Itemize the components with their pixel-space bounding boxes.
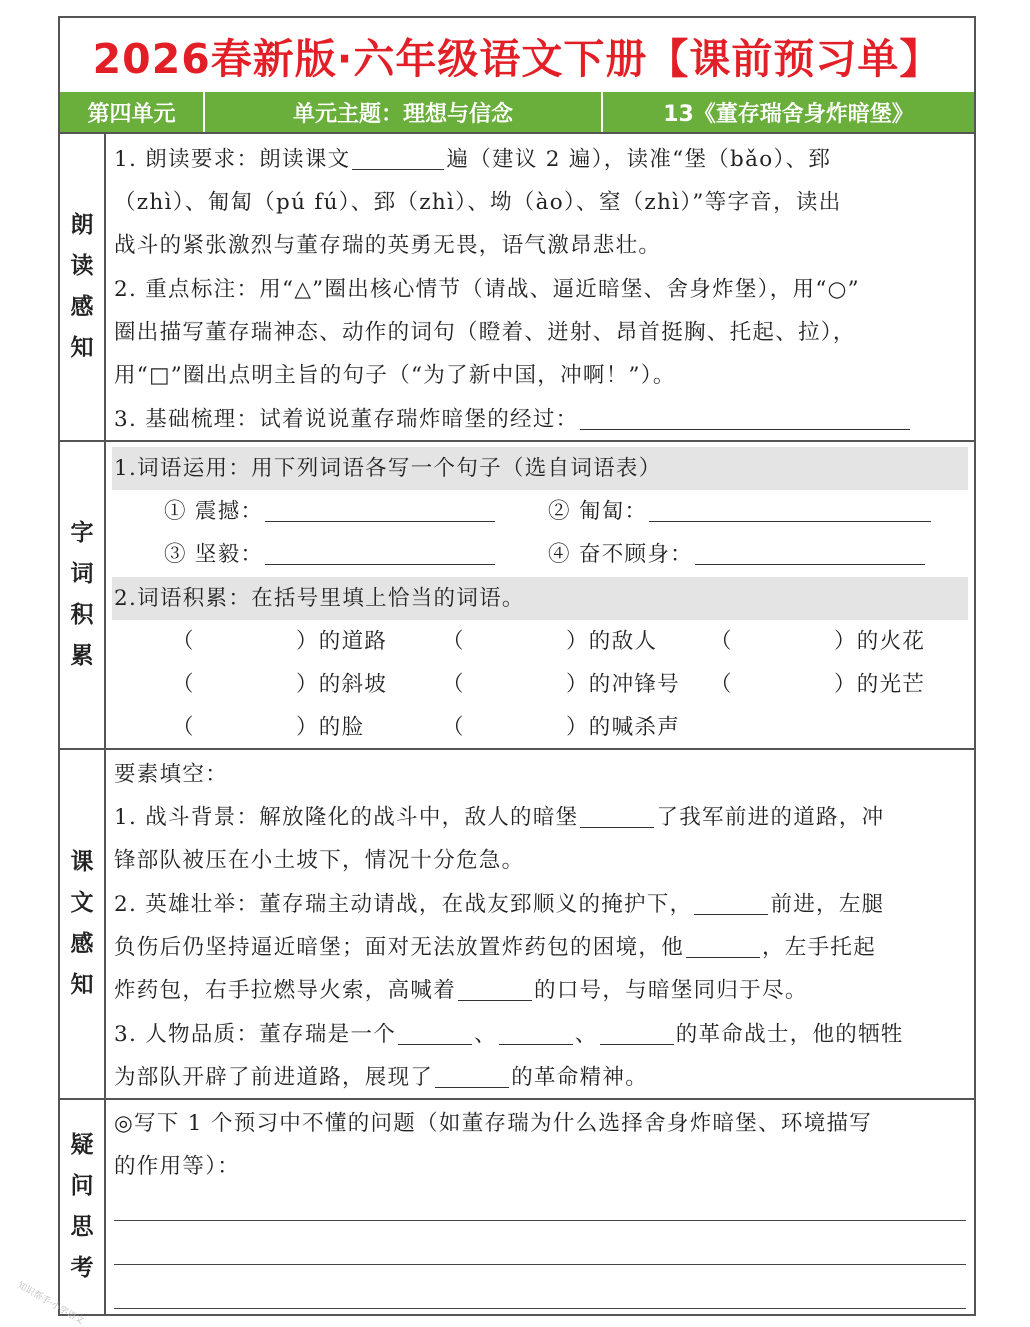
open-paren: （ [172, 672, 195, 697]
text-line: 用“□”圈出点明主旨的句子（“为了新中国，冲啊！”）。 [114, 363, 676, 388]
label-char: 累 [70, 643, 94, 669]
answer-blank[interactable] [580, 803, 654, 828]
answer-line[interactable] [114, 1264, 966, 1265]
answer-blank[interactable] [499, 1020, 573, 1045]
text-line: 1. 战斗背景：解放隆化的战斗中，敌人的暗堡 了我军前进的道路，冲 [114, 805, 885, 830]
answer-blank[interactable] [695, 540, 925, 565]
text-line: 负伤后仍坚持逼近暗堡；面对无法放置炸药包的困境，他 ，左手托起 [114, 935, 877, 960]
section-reading [60, 132, 974, 440]
lesson-title: 13《董存瑞舍身炸暗堡》 [663, 101, 914, 127]
answer-blank[interactable] [580, 405, 910, 430]
fill-item[interactable]: ）的斜坡 [296, 672, 388, 697]
label-char: 积 [70, 602, 94, 628]
text-line: 3. 人物品质：董存瑞是一个 、 、 的革命战士，他的牺牲 [114, 1022, 904, 1047]
answer-blank[interactable] [649, 497, 931, 522]
text-line: 2. 英雄壮举：董存瑞主动请战，在战友郅顺义的掩护下， 前进，左腿 [114, 892, 885, 917]
fill-item[interactable]: ）的喊杀声 [566, 715, 681, 740]
fill-item[interactable]: ）的火花 [834, 629, 926, 654]
question-heading: 2.词语积累：在括号里填上恰当的词语。 [112, 577, 968, 620]
fill-item[interactable]: ）的道路 [296, 629, 388, 654]
label-char: 词 [70, 561, 94, 587]
fill-item[interactable]: ）的脸 [296, 715, 365, 740]
page-title: 2026春新版·六年级语文下册【课前预习单】 [92, 34, 942, 83]
label-char: 知 [70, 972, 94, 998]
open-paren: （ [442, 672, 465, 697]
answer-blank[interactable] [694, 890, 768, 915]
fill-item[interactable]: ）的冲锋号 [566, 672, 681, 697]
text-line: 战斗的紧张激烈与董存瑞的英勇无畏，语气激昂悲壮。 [114, 233, 662, 258]
unit-theme: 单元主题：理想与信念 [205, 92, 603, 132]
text-line: 1. 朗读要求：朗读课文 遍（建议 2 遍），读准“堡（bǎo）、郅 [114, 147, 832, 172]
label-char: 课 [70, 849, 94, 875]
section-label [60, 750, 106, 1098]
word-item: ③ 坚毅： [164, 533, 497, 576]
text-line: 圈出描写董存瑞神态、动作的词句（瞪着、迸射、昂首挺胸、托起、拉）， [114, 320, 856, 345]
answer-blank[interactable] [458, 976, 532, 1001]
answer-blank[interactable] [686, 933, 760, 958]
label-char: 文 [70, 890, 94, 916]
open-paren: （ [172, 629, 195, 654]
label-char: 问 [70, 1173, 94, 1199]
open-paren: （ [710, 672, 733, 697]
section-label [60, 134, 106, 440]
text-line: （zhì）、匍匐（pú fú）、郅（zhì）、坳（ào）、窒（zhì）”等字音，读出 [114, 190, 842, 215]
fill-item[interactable]: ）的敌人 [566, 629, 658, 654]
unit-label: 第四单元 [60, 92, 205, 132]
text-line: 要素填空： [114, 762, 229, 787]
answer-blank[interactable] [600, 1020, 674, 1045]
word-item: ④ 奋不顾身： [548, 533, 927, 576]
section-questions [60, 1098, 974, 1314]
text-line: ◎写下 1 个预习中不懂的问题（如董存瑞为什么选择舍身炸暗堡、环境描写 [114, 1111, 873, 1136]
section-label [60, 442, 106, 748]
open-paren: （ [172, 715, 195, 740]
section-label [60, 1100, 106, 1314]
text-line: 的作用等）： [114, 1154, 241, 1179]
fill-item[interactable]: ）的光芒 [834, 672, 926, 697]
open-paren: （ [442, 715, 465, 740]
label-char: 思 [70, 1214, 94, 1240]
label-char: 考 [70, 1255, 94, 1281]
answer-blank[interactable] [352, 145, 444, 170]
watermark: 知识帮手·小学语文 [15, 1280, 86, 1327]
question-heading: 1.词语运用：用下列词语各写一个句子（选自词语表） [112, 447, 968, 490]
text-line: 炸药包，右手拉燃导火索，高喊着 的口号，与暗堡同归于尽。 [114, 978, 808, 1003]
label-char: 读 [70, 253, 94, 279]
word-item: ② 匍匐： [548, 490, 933, 533]
open-paren: （ [710, 629, 733, 654]
answer-blank[interactable] [435, 1063, 509, 1088]
answer-blank[interactable] [265, 540, 495, 565]
section-words [60, 440, 974, 748]
label-char: 疑 [70, 1132, 94, 1158]
text-line: 2. 重点标注：用“△”圈出核心情节（请战、逼近暗堡、舍身炸堡），用“○” [114, 277, 860, 302]
open-paren: （ [442, 629, 465, 654]
answer-line[interactable] [114, 1220, 966, 1221]
label-char: 感 [70, 294, 94, 320]
word-item: ① 震撼： [164, 490, 497, 533]
answer-blank[interactable] [398, 1020, 472, 1045]
text-line: 为部队开辟了前进道路，展现了 的革命精神。 [114, 1065, 649, 1090]
label-char: 字 [70, 520, 94, 546]
text-line: 锋部队被压在小土坡下，情况十分危急。 [114, 848, 525, 873]
text-line: 3. 基础梳理：试着说说董存瑞炸暗堡的经过： [114, 398, 966, 441]
label-char: 感 [70, 931, 94, 957]
answer-blank[interactable] [265, 497, 495, 522]
worksheet [58, 16, 976, 1316]
label-char: 朗 [70, 212, 94, 238]
answer-line[interactable] [114, 1308, 966, 1309]
label-char: 知 [70, 335, 94, 361]
section-text [60, 748, 974, 1098]
header-band [60, 92, 974, 132]
